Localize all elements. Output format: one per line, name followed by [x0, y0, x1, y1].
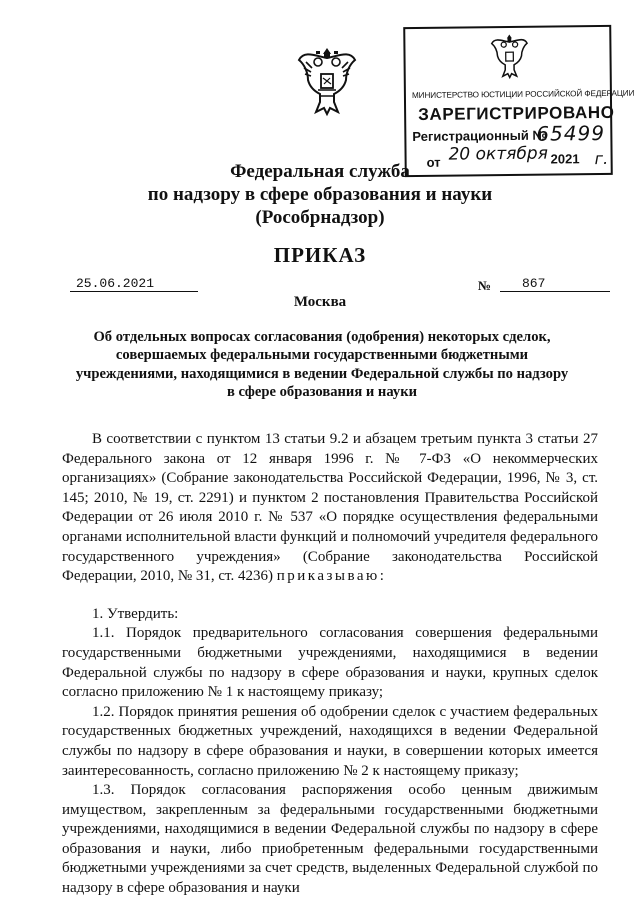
order-city: Москва	[293, 294, 347, 310]
agency-name	[0, 160, 640, 229]
preamble-paragraph	[62, 430, 598, 587]
order-number: 867	[500, 276, 610, 292]
agency-line-2: по надзору в сфере образования и науки	[147, 184, 493, 205]
order-title: ПРИКАЗ	[273, 243, 367, 267]
item-1-1: 1.1. Порядок предварительного согласования совершения федеральными государственными бюджетными учреждениями, находящимися в ведении Федеральной службы по надзору в сфере образования и науки, крупных сделок согласно приложению № 1 к настоящему приказу;	[62, 625, 598, 701]
preamble-text: В соответствии с пунктом 13 статьи 9.2 и абзацем третьим пункта 3 статьи 27 Федерального закона от 12 января 1996 г. № 7-ФЗ «О некоммерческих организациях» (Собрание законодательства Российской Федерации, 1996, № 3, ст. 145; 2010, № 19, ст. 2291) и пунктом 2 постановления Правительства Российской Федерации от 26 июля 2010 г. № 537 «О порядке осуществления федеральными органами исполнительной власти функций и полномочий учредителя федерального государственного учреждения» (Собрание законодательства Российской Федерации, 2010, № 31, ст. 4236)	[62, 431, 598, 585]
item-1-2: 1.2. Порядок принятия решения об одобрении сделок с участием федеральных государственных бюджетных учреждений, находящихся в ведении Федеральной службы по надзору в сфере образования и науки, в совершении которых имеется заинтересованность, согласно приложению № 2 к настоящему приказу;	[62, 703, 598, 779]
stamp-date-prefix: от	[426, 154, 441, 170]
stamp-year: 2021	[550, 151, 580, 167]
order-word: приказываю:	[276, 568, 387, 585]
stamp-registered-label: ЗАРЕГИСТРИРОВАНО	[418, 102, 615, 124]
order-date: 25.06.2021	[70, 276, 198, 292]
item-1-3: 1.3. Порядок согласования распоряжения особо ценным движимым имуществом, закрепленным за федеральными государственными бюджетными учреждениями, находящимися в ведении Федеральной службы по надзору в сфере образования и науки, либо приобретенным федеральными государственными бюджетными учреждениями за счет средств, выделенных Федеральной службой по надзору в сфере образования и науки	[62, 782, 598, 897]
paragraph-gap	[62, 587, 598, 605]
order-number-sign: №	[478, 278, 492, 293]
coat-of-arms-emblem	[296, 42, 358, 118]
registration-stamp	[403, 25, 635, 177]
stamp-reg-number-handwritten: 65499	[536, 120, 606, 146]
agency-line-1: Федеральная служба	[230, 161, 410, 182]
stamp-year-suffix: г.	[594, 148, 609, 169]
stamp-ministry-name: МИНИСТЕРСТВО ЮСТИЦИИ РОССИЙСКОЙ ФЕДЕРАЦИИ	[411, 88, 635, 101]
order-subject: Об отдельных вопросах согласования (одобрения) некоторых сделок, совершаемых федеральными государственными бюджетными учреждениями, находящимися в ведении Федеральной службы по надзору в сфере образования и науки	[75, 329, 569, 400]
stamp-emblem-icon	[489, 32, 530, 80]
order-body	[62, 430, 598, 899]
agency-line-3: (Рособрнадзор)	[255, 207, 385, 228]
item-1: 1. Утвердить:	[92, 605, 179, 622]
stamp-date-handwritten: 20 октября	[448, 143, 549, 165]
stamp-reg-number-label: Регистрационный №	[412, 127, 548, 145]
